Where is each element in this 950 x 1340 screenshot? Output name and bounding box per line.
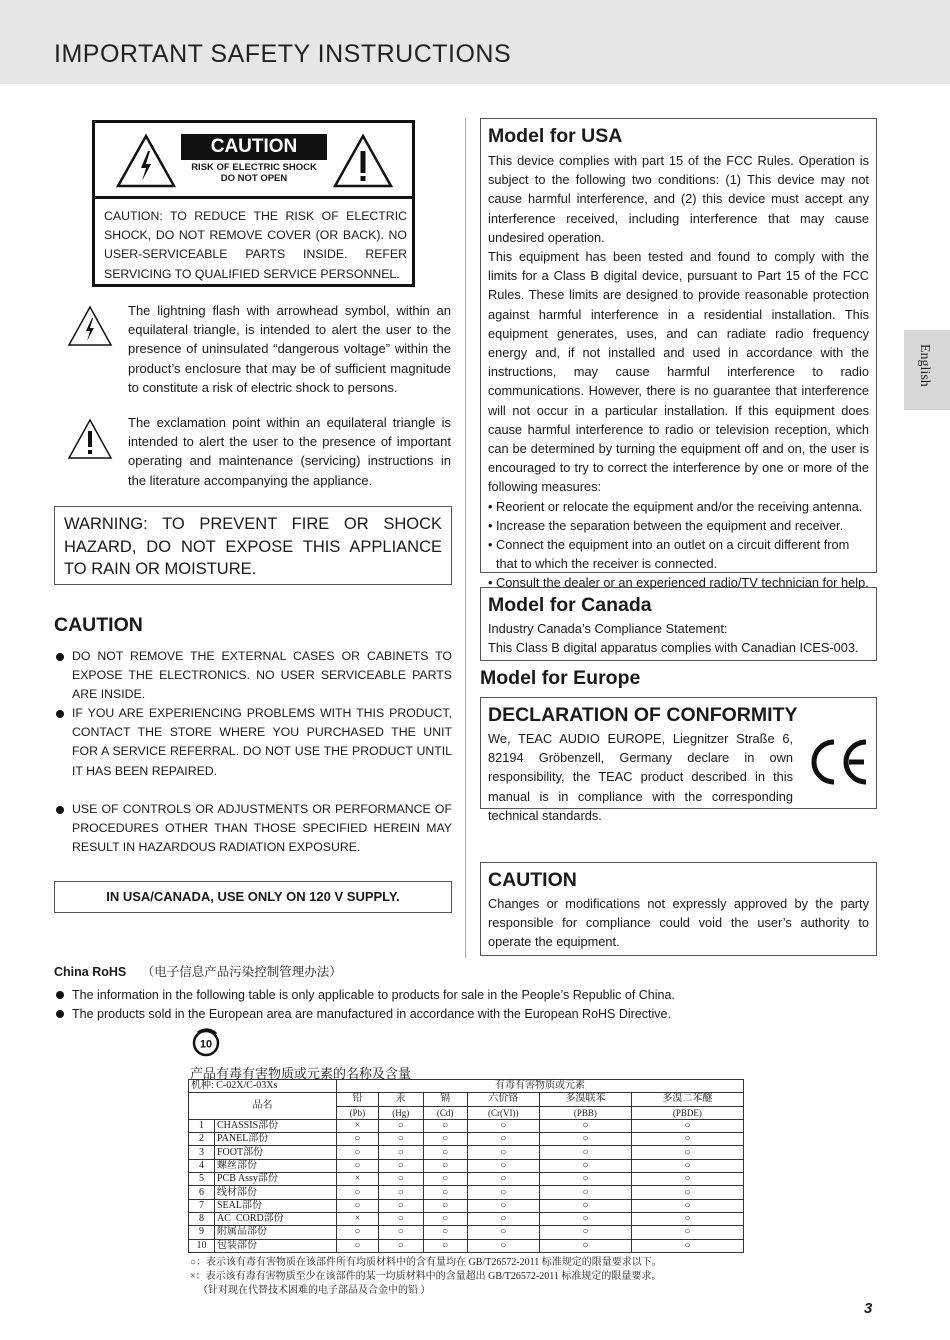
substance-value-cell: ○ [337, 1199, 379, 1212]
part-name-cell: 螺丝部份 [215, 1159, 337, 1172]
caution-sub-line-1: RISK OF ELECTRIC SHOCK [191, 162, 317, 173]
substance-value-cell: ○ [539, 1186, 631, 1199]
caution-list-item [54, 800, 452, 858]
substance-value-cell: ○ [631, 1146, 743, 1159]
column-symbol: (Cr(VI)) [467, 1106, 539, 1119]
part-name-cell: PCB Assy部份 [215, 1173, 337, 1186]
caution-label-box [92, 120, 415, 287]
substance-value-cell: ○ [337, 1146, 379, 1159]
lightning-triangle-icon [67, 305, 113, 347]
canada-title: Model for Canada [488, 594, 652, 616]
substance-value-cell: ○ [539, 1239, 631, 1252]
efup-logo-number: 10 [199, 1038, 213, 1051]
column-symbol: (PBDE) [631, 1106, 743, 1119]
table-row [189, 1159, 744, 1172]
europe-title: Model for Europe [480, 667, 641, 689]
warning-box: WARNING: TO PREVENT FIRE OR SHOCK HAZARD, DO NOT EXPOSE THIS APPLIANCE TO RAIN OR MOISTURE. [54, 506, 452, 585]
substance-value-cell: ○ [539, 1212, 631, 1225]
part-name-header: 品名 [189, 1093, 337, 1120]
substance-value-cell: ○ [539, 1146, 631, 1159]
row-number-cell: 1 [189, 1119, 215, 1132]
substance-value-cell: × [337, 1173, 379, 1186]
rohs-title-chinese: （电子信息产品污染控制管理办法） [141, 965, 342, 979]
substance-value-cell: ○ [539, 1133, 631, 1146]
electric-shock-warning-icon [115, 133, 177, 189]
usa-paragraph-2: This equipment has been tested and found to comply with the limits for a Class B digital device, pursuant to Part 15 of the FCC Rules. These limits are designed to provide reasonable protection against harmful interference in a residential installation. This equipment generates, uses, and can radiate radio frequency energy and, if not installed and used in accordance with the instructions, may cause harmful interference to radio communications. However, there is no guarantee that interference will not occur in a particular installation. If this equipment does cause harmful interference to radio or television reception, which can be determined by turning the equipment off and on, the user is encouraged to try to correct the interference by one or more of the following measures: [488, 249, 869, 495]
part-name-cell: 线材部份 [215, 1186, 337, 1199]
exclamation-triangle-icon [67, 418, 113, 460]
model-label-cell: 机种: C-02X/C-03Xs [189, 1080, 337, 1093]
column-header: 多溴联苯 [539, 1093, 631, 1106]
rohs-note: （针对现在代替技术困难的电子部品及合金中的铅 ） [198, 1285, 431, 1296]
substance-group-header: 有毒有害物质或元素 [337, 1080, 744, 1093]
substance-value-cell: ○ [631, 1212, 743, 1225]
rohs-substance-table [188, 1079, 744, 1253]
rohs-bullet-text: The information in the following table is only applicable to products for sale in the People’s Republic of China. [72, 988, 675, 1002]
caution-label-heading: CAUTION [181, 134, 327, 160]
substance-value-cell: ○ [378, 1133, 423, 1146]
page-number: 3 [864, 1300, 873, 1317]
table-header-row [189, 1080, 744, 1093]
ce-mark-icon [807, 738, 871, 786]
caution-section-title: CAUTION [54, 614, 143, 636]
rohs-bullet-text: The products sold in the European area are manufactured in accordance with the European RoHS Directive. [72, 1007, 671, 1021]
substance-value-cell: ○ [378, 1119, 423, 1132]
language-tab-label: English [917, 344, 932, 387]
bullet-icon [56, 653, 64, 661]
caution-label-header [95, 123, 412, 199]
caution-item-text: DO NOT REMOVE THE EXTERNAL CASES OR CABINETS TO EXPOSE THE ELECTRONICS. NO USER SERVICEABLE PARTS ARE INSIDE. [72, 649, 452, 702]
lightning-symbol-text: The lightning flash with arrowhead symbol, within an equilateral triangle, is intended to alert the user to the presence of uninsulated “dangerous voltage” within the product’s enclosure that may be of sufficient magnitude to constitute a risk of electric shock to persons. [128, 303, 451, 395]
table-row [189, 1173, 744, 1186]
declaration-section [480, 697, 877, 823]
column-header: 汞 [378, 1093, 423, 1106]
substance-value-cell: ○ [337, 1186, 379, 1199]
substance-value-cell: ○ [631, 1186, 743, 1199]
column-header: 铅 [337, 1093, 379, 1106]
bullet-icon [56, 991, 64, 999]
usa-measure-item: • Reorient or relocate the equipment and/or the receiving antenna. [488, 497, 869, 516]
rohs-bullet-item [54, 1005, 671, 1023]
caution-item-text: USE OF CONTROLS OR ADJUSTMENTS OR PERFORMANCE OF PROCEDURES OTHER THAN THOSE SPECIFIED HEREIN MAY RESULT IN HAZARDOUS RADIATION EXPOSURE. [72, 802, 452, 855]
caution-modification-text: Changes or modifications not expressly approved by the party responsible for compliance could void the user’s authority to operate the equipment. [488, 896, 869, 950]
substance-value-cell: ○ [539, 1159, 631, 1172]
bullet-icon [56, 710, 64, 718]
table-row [189, 1239, 744, 1252]
substance-value-cell: ○ [423, 1173, 467, 1186]
rohs-title [54, 962, 342, 980]
caution-modification-title: CAUTION [488, 869, 577, 891]
substance-value-cell: ○ [337, 1159, 379, 1172]
table-row [189, 1212, 744, 1225]
substance-value-cell: ○ [467, 1119, 539, 1132]
substance-value-cell: ○ [423, 1159, 467, 1172]
substance-value-cell: ○ [423, 1212, 467, 1225]
usa-measure-item: • Connect the equipment into an outlet on a circuit different from that to which the receiver is connected. [488, 535, 869, 573]
substance-value-cell: ○ [378, 1199, 423, 1212]
rohs-notes [190, 1256, 662, 1298]
part-name-cell: 包装部份 [215, 1239, 337, 1252]
column-symbol: (PBB) [539, 1106, 631, 1119]
caution-list-item [54, 647, 452, 705]
bullet-icon [56, 1010, 64, 1018]
row-number-cell: 5 [189, 1173, 215, 1186]
rohs-table-caption: 产品有毒有害物质或元素的名称及含量 [190, 1066, 412, 1081]
caution-sub-line-2: DO NOT OPEN [220, 173, 288, 184]
substance-value-cell: ○ [378, 1173, 423, 1186]
column-header: 镉 [423, 1093, 467, 1106]
row-number-cell: 7 [189, 1199, 215, 1212]
rohs-bullet-item [54, 986, 675, 1004]
caution-modification-section [480, 862, 877, 956]
substance-value-cell: ○ [539, 1173, 631, 1186]
substance-value-cell: ○ [467, 1133, 539, 1146]
substance-value-cell: ○ [337, 1226, 379, 1239]
part-name-cell: PANEL部份 [215, 1133, 337, 1146]
table-row [189, 1146, 744, 1159]
substance-value-cell: ○ [423, 1239, 467, 1252]
part-name-cell: FOOT部份 [215, 1146, 337, 1159]
efup-10-logo-icon [189, 1028, 223, 1058]
declaration-text: We, TEAC AUDIO EUROPE, Liegnitzer Straße 6, 82194 Gröbenzell, Germany declare in own responsibility, the TEAC product described in this manual is in compliance with the corresponding technical standards. [488, 731, 793, 823]
caution-list-item [54, 704, 452, 781]
substance-value-cell: ○ [467, 1186, 539, 1199]
usa-paragraph-1: This device complies with part 15 of the FCC Rules. Operation is subject to the following two conditions: (1) This device may not cause harmful interference, and (2) this device must accept any interference received, including interference that may cause undesired operation. [488, 153, 869, 245]
row-number-cell: 3 [189, 1146, 215, 1159]
caution-label-body: CAUTION: TO REDUCE THE RISK OF ELECTRIC SHOCK, DO NOT REMOVE COVER (OR BACK). NO USER-SERVICEABLE PARTS INSIDE. REFER SERVICING TO QUALIFIED SERVICE PERSONNEL. [104, 209, 407, 281]
substance-value-cell: ○ [631, 1239, 743, 1252]
substance-value-cell: ○ [467, 1173, 539, 1186]
substance-value-cell: ○ [467, 1146, 539, 1159]
substance-value-cell: × [337, 1119, 379, 1132]
canada-section [480, 587, 877, 661]
column-divider [465, 118, 466, 958]
part-name-cell: 附属品部份 [215, 1226, 337, 1239]
substance-value-cell: ○ [467, 1159, 539, 1172]
page-title: IMPORTANT SAFETY INSTRUCTIONS [54, 40, 512, 68]
rohs-note: ×：表示该有毒有害物质至少在该部件的某一均质材料中的含量超出 GB/T26572-2011 标准规定的限量要求。 [190, 1271, 662, 1282]
row-number-cell: 2 [189, 1133, 215, 1146]
substance-value-cell: ○ [378, 1212, 423, 1225]
row-number-cell: 10 [189, 1239, 215, 1252]
substance-value-cell: ○ [378, 1146, 423, 1159]
row-number-cell: 9 [189, 1226, 215, 1239]
substance-value-cell: ○ [539, 1119, 631, 1132]
substance-value-cell: ○ [539, 1199, 631, 1212]
substance-value-cell: ○ [337, 1239, 379, 1252]
substance-value-cell: ○ [631, 1173, 743, 1186]
substance-value-cell: ○ [423, 1226, 467, 1239]
rohs-title-label: China RoHS [54, 965, 127, 979]
substance-value-cell: ○ [423, 1119, 467, 1132]
declaration-title: DECLARATION OF CONFORMITY [488, 704, 798, 726]
substance-value-cell: ○ [423, 1146, 467, 1159]
substance-value-cell: ○ [467, 1239, 539, 1252]
supply-voltage-note: IN USA/CANADA, USE ONLY ON 120 V SUPPLY. [54, 881, 452, 913]
part-name-cell: CHASSIS部份 [215, 1119, 337, 1132]
table-row [189, 1199, 744, 1212]
exclamation-warning-icon [332, 133, 394, 189]
column-symbol: (Hg) [378, 1106, 423, 1119]
substance-value-cell: ○ [423, 1133, 467, 1146]
canada-line-2: This Class B digital apparatus complies with Canadian ICES-003. [488, 640, 859, 656]
part-name-cell: AC CORD部份 [215, 1212, 337, 1225]
substance-value-cell: ○ [423, 1186, 467, 1199]
table-row [189, 1133, 744, 1146]
row-number-cell: 4 [189, 1159, 215, 1172]
column-header: 六价铬 [467, 1093, 539, 1106]
column-symbol: (Pb) [337, 1106, 379, 1119]
language-tab [904, 330, 950, 410]
substance-value-cell: ○ [467, 1212, 539, 1225]
substance-value-cell: ○ [631, 1159, 743, 1172]
substance-value-cell: ○ [467, 1199, 539, 1212]
usa-title: Model for USA [488, 125, 623, 147]
substance-value-cell: ○ [631, 1199, 743, 1212]
substance-value-cell: ○ [631, 1133, 743, 1146]
table-row [189, 1186, 744, 1199]
usa-measure-item: • Increase the separation between the equipment and receiver. [488, 516, 869, 535]
substance-value-cell: ○ [337, 1133, 379, 1146]
bullet-icon [56, 806, 64, 814]
substance-value-cell: ○ [378, 1239, 423, 1252]
substance-value-cell: ○ [378, 1159, 423, 1172]
canada-line-1: Industry Canada’s Compliance Statement: [488, 621, 728, 636]
column-header: 多溴二苯醚 [631, 1093, 743, 1106]
table-row [189, 1119, 744, 1132]
substance-value-cell: ○ [378, 1186, 423, 1199]
substance-value-cell: ○ [467, 1226, 539, 1239]
caution-item-text: IF YOU ARE EXPERIENCING PROBLEMS WITH THIS PRODUCT, CONTACT THE STORE WHERE YOU PURCHASED THE UNIT FOR A SERVICE REFERRAL. DO NOT USE THE PRODUCT UNTIL IT HAS BEEN REPAIRED. [72, 706, 452, 778]
table-row [189, 1226, 744, 1239]
substance-value-cell: ○ [631, 1119, 743, 1132]
usa-section [480, 118, 877, 591]
substance-value-cell: ○ [631, 1226, 743, 1239]
substance-value-cell: ○ [423, 1199, 467, 1212]
substance-value-cell: ○ [539, 1226, 631, 1239]
table-header-row [189, 1093, 744, 1106]
part-name-cell: SEAL部份 [215, 1199, 337, 1212]
substance-value-cell: ○ [378, 1226, 423, 1239]
row-number-cell: 6 [189, 1186, 215, 1199]
rohs-note: ○：表示该有毒有害物质在该部件所有均质材料中的含有量均在 GB/T26572-2011 标准规定的限量要求以下。 [190, 1257, 662, 1268]
exclamation-symbol-text: The exclamation point within an equilateral triangle is intended to alert the user to the presence of important operating and maintenance (servicing) instructions in the literature accompanying the appliance. [128, 415, 451, 488]
column-symbol: (Cd) [423, 1106, 467, 1119]
row-number-cell: 8 [189, 1212, 215, 1225]
usa-measure-item: • Consult the dealer or an experienced radio/TV technician for help. [488, 573, 869, 592]
substance-value-cell: × [337, 1212, 379, 1225]
caution-label-subtitle [181, 162, 327, 184]
